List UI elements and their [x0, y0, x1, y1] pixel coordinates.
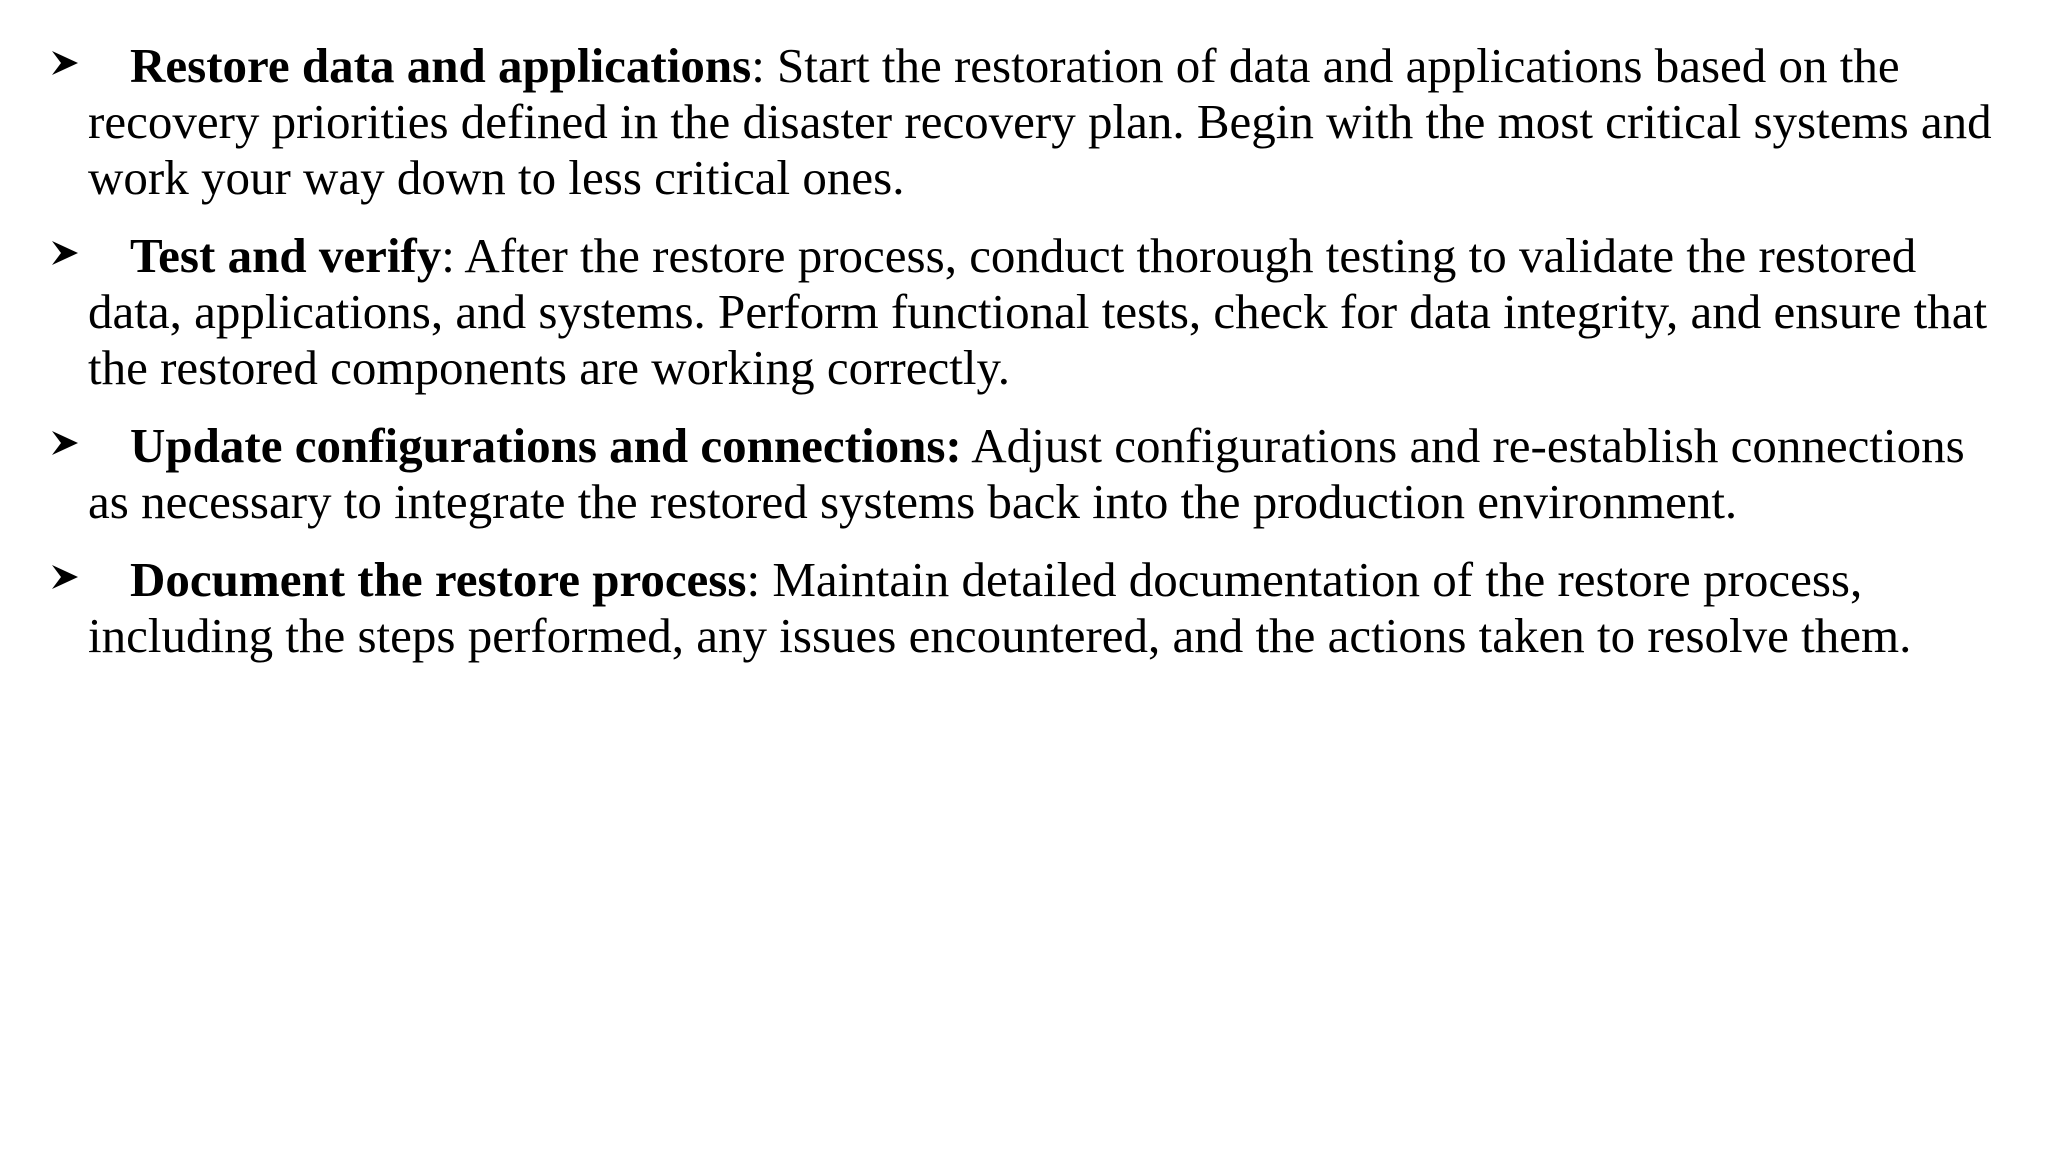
- bullet-list: [50, 38, 2010, 686]
- arrowhead-bullet-icon: [50, 562, 80, 592]
- bullet-description: : After the restore process, conduct thorough testing to validate the restored data, applications, and systems. Perform functional tests, check for data integrity, and ensure that the restored components are working correctly.: [88, 228, 1988, 395]
- bullet-text: [88, 552, 2010, 664]
- arrowhead-bullet-icon: [50, 48, 80, 78]
- bullet-item-restore-data: [50, 38, 2010, 206]
- arrowhead-bullet-icon: [50, 238, 80, 268]
- arrowhead-bullet-icon: [50, 428, 80, 458]
- bullet-description: Adjust configurations and re-establish connections as necessary to integrate the restored systems back into the production environment.: [88, 418, 1965, 529]
- bullet-text: [88, 38, 2010, 206]
- bullet-item-test-verify: [50, 228, 2010, 396]
- bullet-item-update-configurations: [50, 418, 2010, 530]
- bullet-text: [88, 418, 2010, 530]
- bullet-description: : Start the restoration of data and applications based on the recovery priorities defined in the disaster recovery plan. Begin with the most critical systems and work your way down to less critical ones.: [88, 38, 1992, 205]
- bullet-term: Test and verify: [130, 228, 442, 283]
- bullet-description: : Maintain detailed documentation of the restore process, including the steps performed, any issues encountered, and the actions taken to resolve them.: [88, 552, 1912, 663]
- bullet-text: [88, 228, 2010, 396]
- bullet-item-document-process: [50, 552, 2010, 664]
- bullet-term: Document the restore process: [130, 552, 747, 607]
- bullet-term: Restore data and applications: [130, 38, 752, 93]
- bullet-term: Update configurations and connections:: [130, 418, 962, 473]
